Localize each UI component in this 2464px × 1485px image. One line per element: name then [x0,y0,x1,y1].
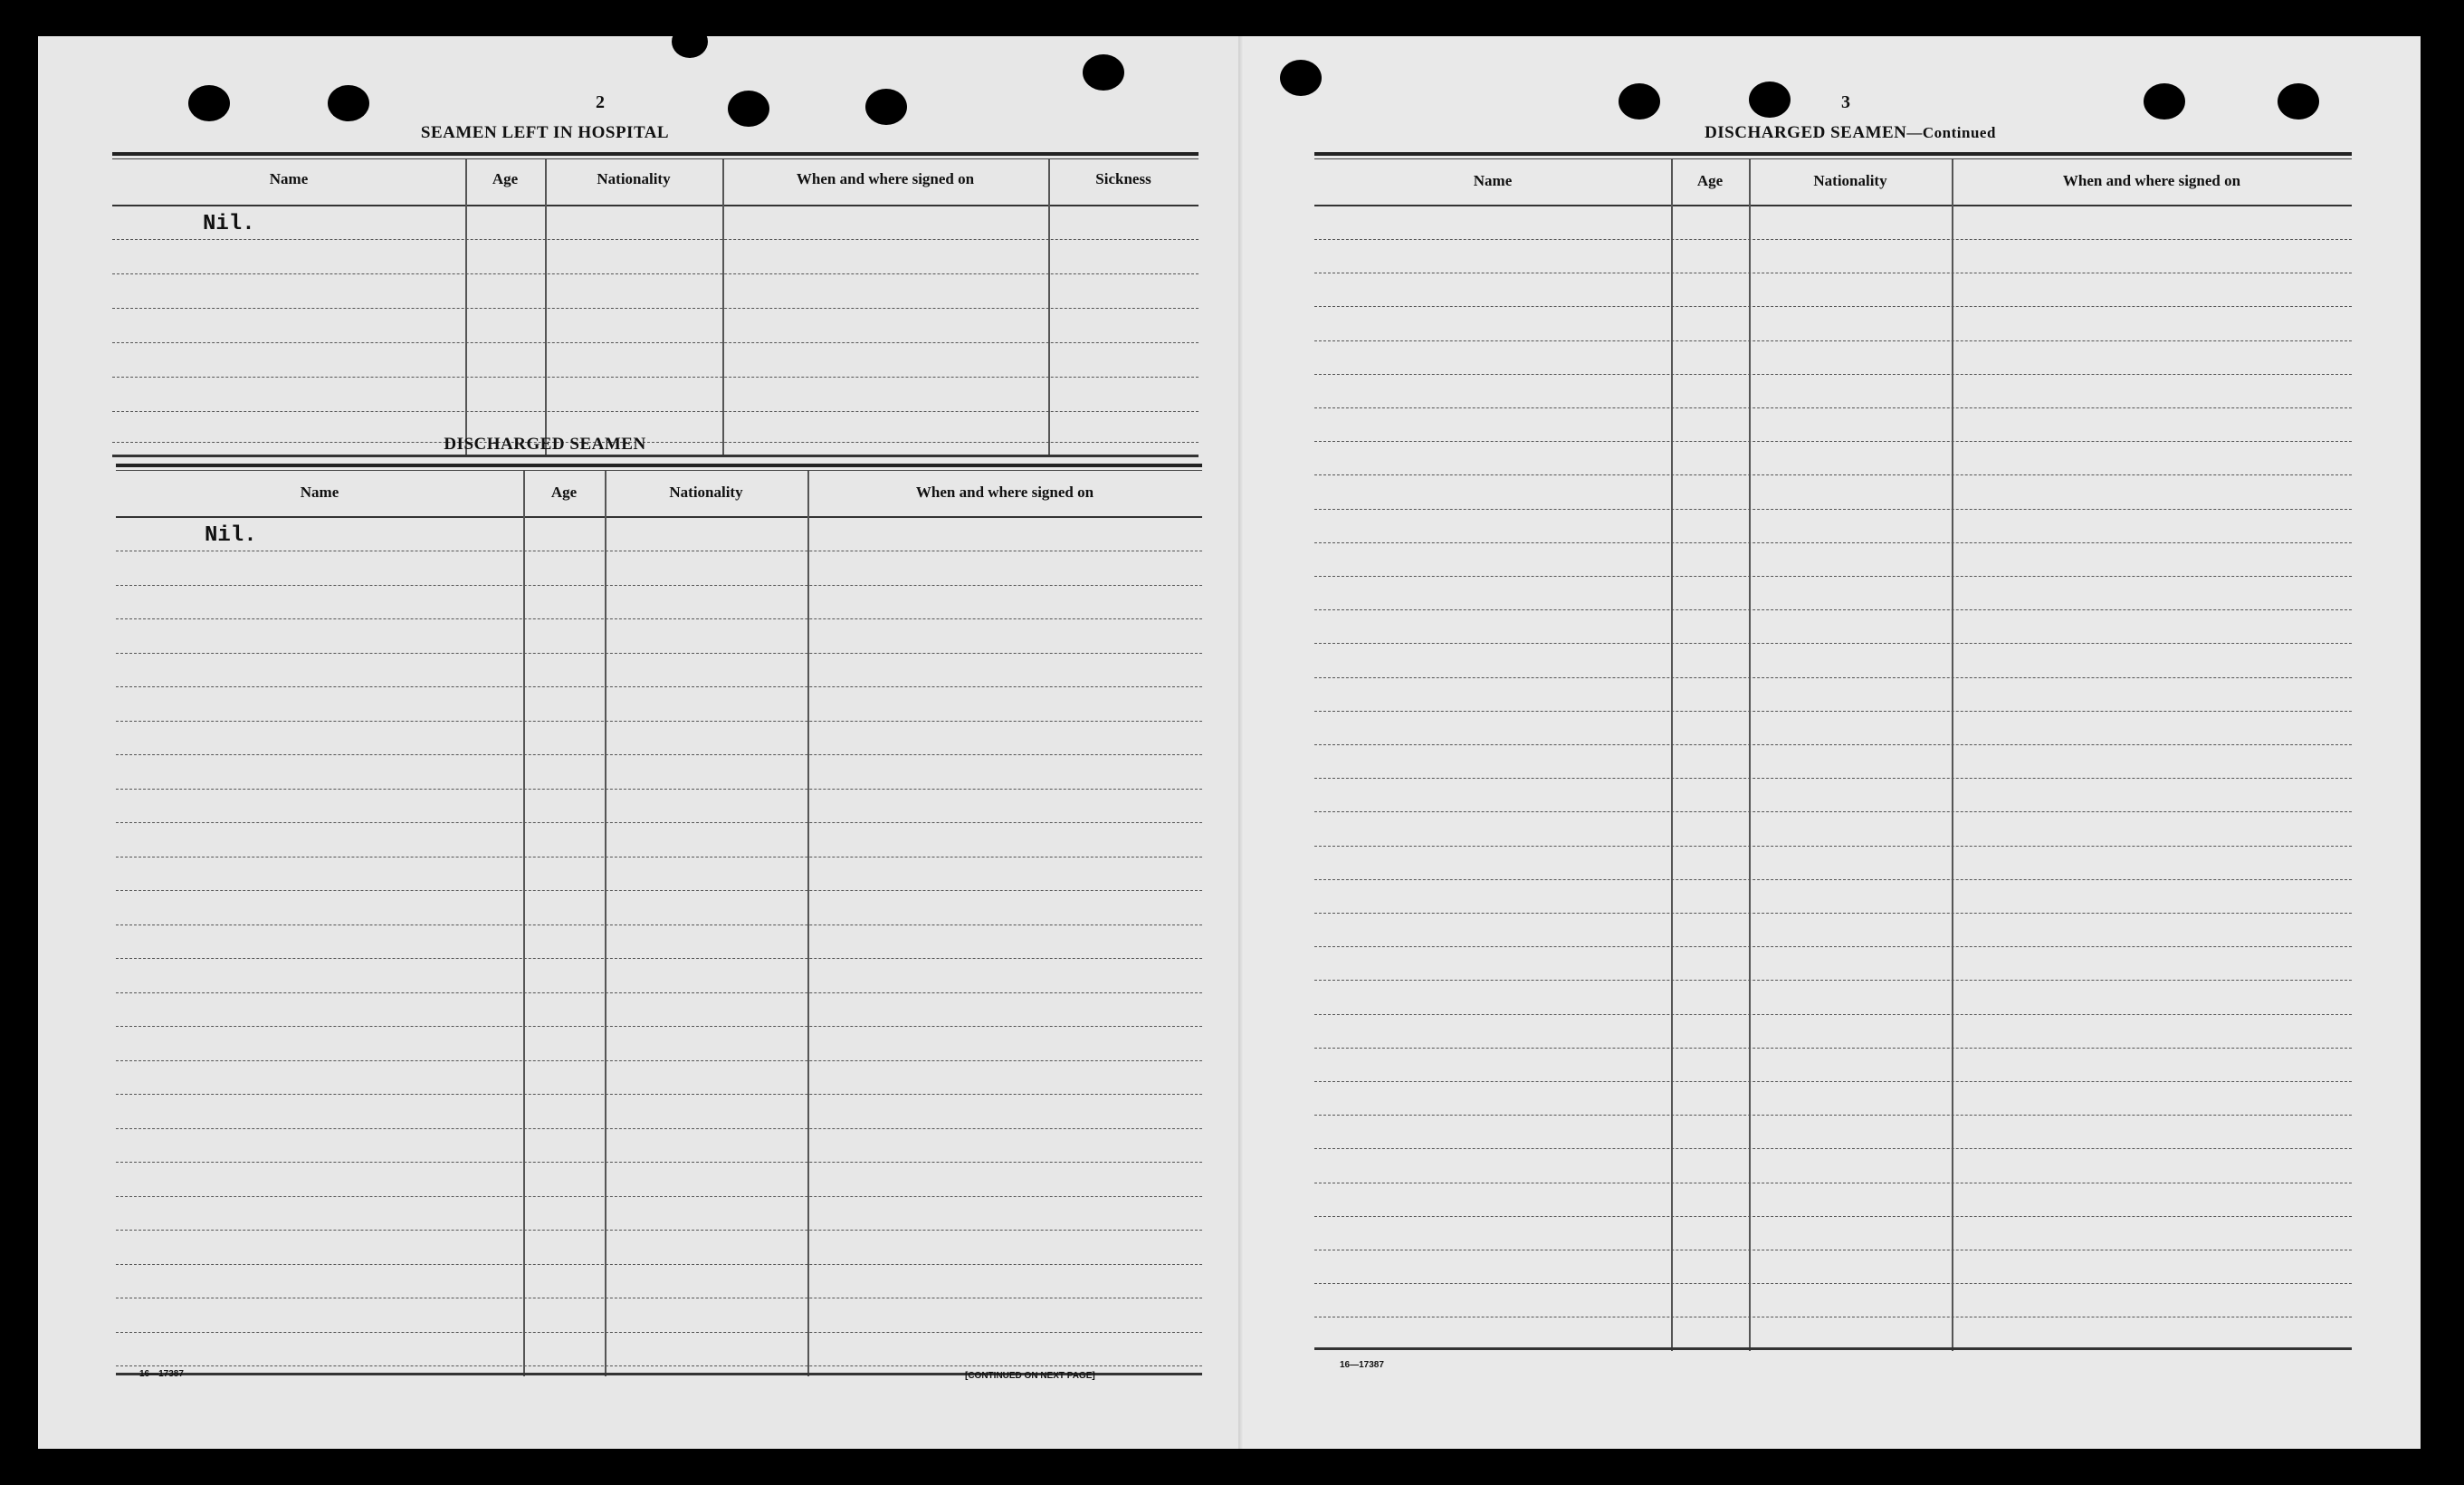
punch-hole [1083,54,1124,91]
right-form-number: 16—17387 [1340,1360,1384,1370]
right-section-title [1533,123,2167,143]
continued-note: [CONTINUED ON NEXT PAGE] [965,1371,1095,1381]
left-page-number: 2 [596,92,605,112]
left-form-number: 16—17387 [139,1369,184,1379]
ruled-line [1314,879,2352,880]
punch-hole [2278,83,2319,120]
ruled-line [116,1365,1202,1366]
ruled-line [116,653,1202,654]
ruled-line [116,822,1202,823]
hospital-col-signed-on: When and where signed on [796,170,975,187]
discharged-col-age: Age [550,484,578,501]
ruled-line [1314,778,2352,779]
right-page-number: 3 [1841,92,1850,112]
punch-hole [672,25,708,58]
ruled-line [116,585,1202,586]
ruled-line [1314,1115,2352,1116]
discharged-table [116,464,1202,1405]
ruled-line [116,686,1202,687]
ruled-line [1314,1081,2352,1082]
punch-hole [1619,83,1660,120]
ruled-line [116,618,1202,619]
ruled-line [116,1128,1202,1129]
ruled-line [1314,340,2352,341]
ruled-line [116,992,1202,993]
ruled-line [1314,509,2352,510]
right-section-title-suffix: —Continued [1906,124,1996,141]
right-col-name: Name [1473,172,1513,189]
discharged-section-title: DISCHARGED SEAMEN [444,435,646,454]
discharged-col-signed-on: When and where signed on [915,484,1094,501]
ruled-line [1314,474,2352,475]
ruled-line [1314,1283,2352,1284]
ruled-line [1314,643,2352,644]
ruled-line [1314,811,2352,812]
ruled-line [1314,542,2352,543]
ruled-line [116,721,1202,722]
ruled-line [1314,677,2352,678]
ruled-line [1314,846,2352,847]
ruled-line [116,1264,1202,1265]
right-col-signed-on: When and where signed on [2062,172,2241,189]
ruled-line [116,958,1202,959]
ruled-line [1314,913,2352,914]
hospital-col-sickness: Sickness [1095,170,1151,187]
punch-hole [1749,81,1791,118]
ruled-line [1314,711,2352,712]
ruled-line [116,1162,1202,1163]
punch-hole [865,89,907,125]
ruled-line [116,1094,1202,1095]
right-section-title-main: DISCHARGED SEAMEN [1705,123,1907,142]
ruled-line [1314,1048,2352,1049]
ruled-line [1314,1014,2352,1015]
ruled-line [1314,374,2352,375]
hospital-col-name: Name [269,170,309,187]
discharged-col-nationality: Nationality [669,484,743,501]
ruled-line [116,754,1202,755]
ruled-line [1314,306,2352,307]
ruled-line [1314,609,2352,610]
right-table [1314,152,2352,1384]
hospital-section-title: SEAMEN LEFT IN HOSPITAL [420,123,670,142]
ruled-line [1314,239,2352,240]
ruled-line [116,1230,1202,1231]
punch-hole [728,91,769,127]
punch-hole [328,85,369,121]
discharged-entry-nil: Nil. [205,523,257,548]
punch-hole [2144,83,2185,120]
hospital-col-age: Age [492,170,519,187]
ruled-line [1314,980,2352,981]
ruled-line [1314,407,2352,408]
ruled-line [116,789,1202,790]
hospital-entry-nil: Nil. [203,212,255,236]
hospital-table [112,152,1199,460]
ruled-line [116,1026,1202,1027]
ruled-line [116,890,1202,891]
ruled-line [1314,946,2352,947]
right-page [1244,36,2421,1449]
punch-hole [188,85,230,121]
ruled-line [116,1196,1202,1197]
right-col-nationality: Nationality [1813,172,1887,189]
left-page [38,36,1244,1449]
ruled-line [1314,1148,2352,1149]
ruled-line [116,1060,1202,1061]
hospital-col-nationality: Nationality [597,170,671,187]
ruled-line [116,1332,1202,1333]
discharged-col-name: Name [300,484,339,501]
ruled-line [1314,576,2352,577]
ruled-line [1314,1216,2352,1217]
ruled-line [1314,441,2352,442]
punch-hole [1280,60,1322,96]
ruled-line [1314,744,2352,745]
right-col-age: Age [1696,172,1724,189]
